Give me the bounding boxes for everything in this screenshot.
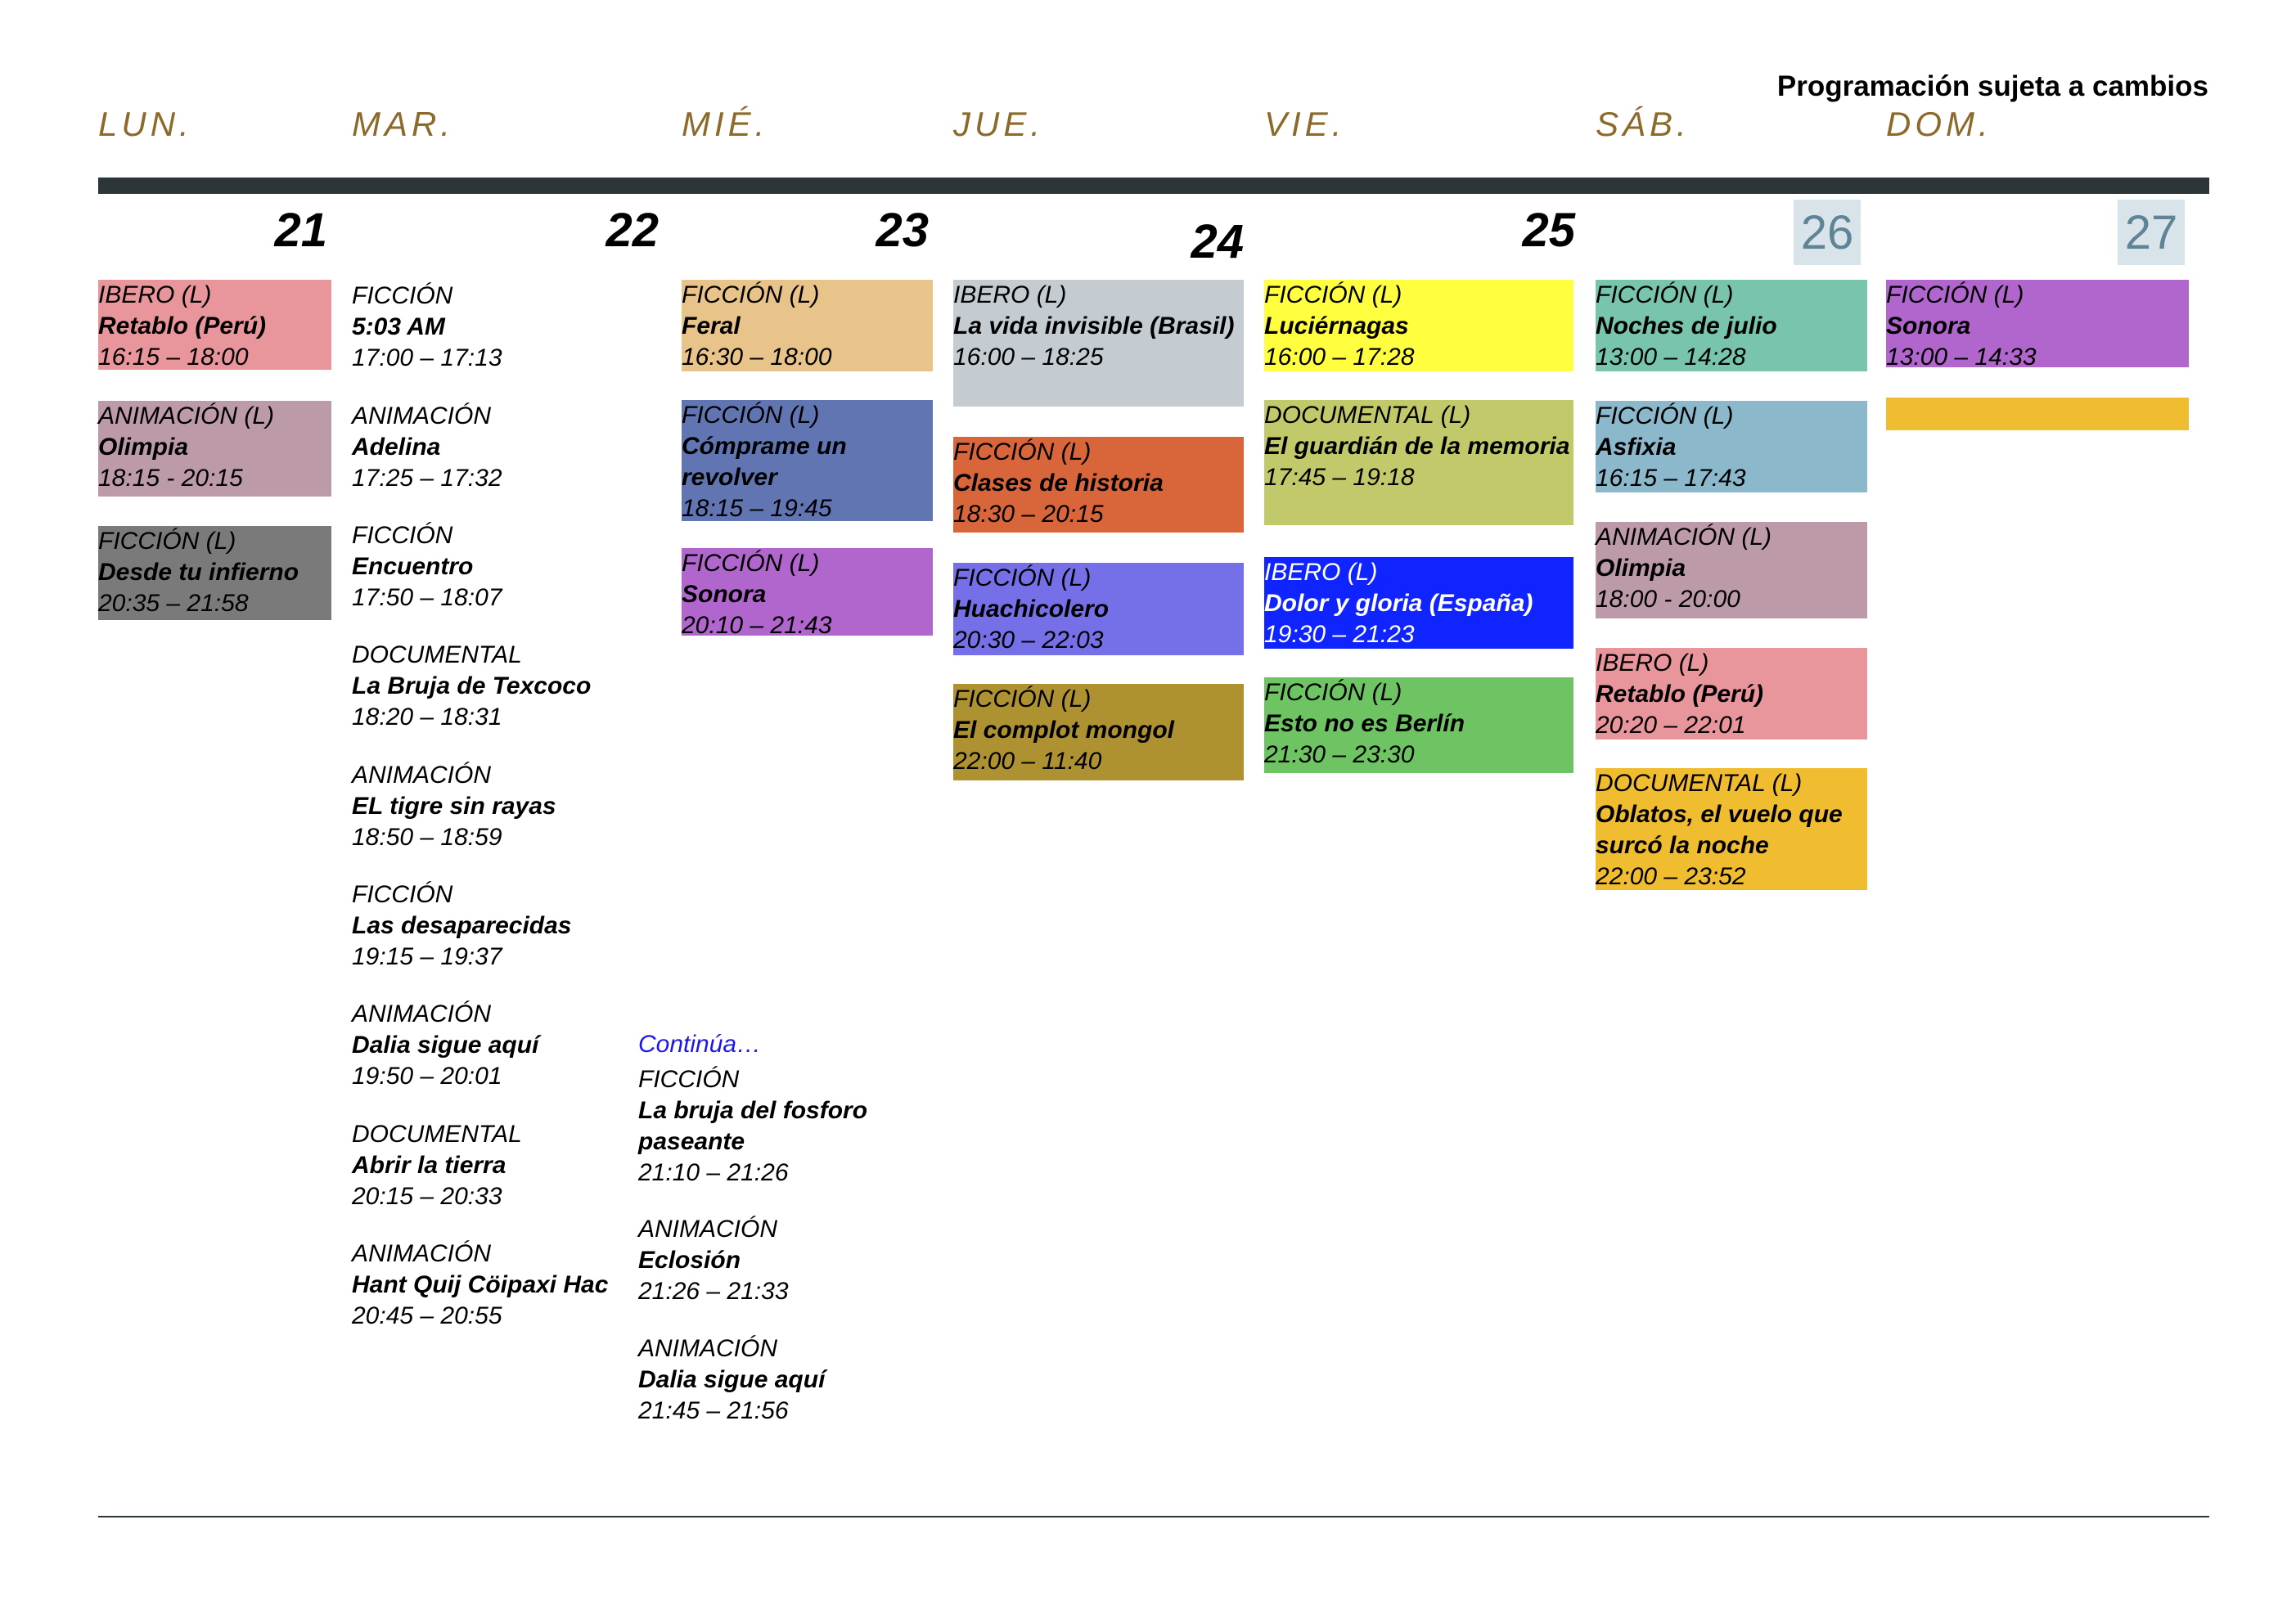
event-time: 16:00 – 18:25 (953, 344, 1104, 371)
event-category: FICCIÓN (L) (682, 281, 820, 308)
event-title: Huachicolero (953, 596, 1110, 623)
event-block[interactable] (352, 640, 630, 733)
event-block[interactable] (352, 401, 630, 494)
event-block[interactable] (352, 1119, 630, 1212)
event-time: 13:00 – 14:28 (1596, 344, 1746, 371)
event-title: El complot mongol (953, 717, 1174, 744)
event-time: 18:00 - 20:00 (1596, 586, 1740, 614)
event-title: Retablo (Perú) (98, 312, 267, 340)
event-title: Cómprame un revolver (682, 433, 847, 492)
event-time: 21:30 – 23:30 (1264, 741, 1415, 769)
event-category: ANIMACIÓN (638, 1216, 778, 1243)
event-category: ANIMACIÓN (L) (1596, 524, 1772, 551)
day-name-mie: MIÉ. (682, 105, 769, 143)
event-time: 17:50 – 18:07 (352, 584, 502, 612)
event-time: 22:00 – 23:52 (1596, 863, 1746, 891)
day-number-lun: 21 (274, 204, 327, 257)
event-title: Desde tu infierno (98, 559, 299, 587)
event-block[interactable] (1886, 280, 2189, 371)
event-category: FICCIÓN (L) (98, 528, 236, 555)
event-time: 18:20 – 18:31 (352, 704, 502, 731)
event-time: 20:15 – 20:33 (352, 1183, 502, 1211)
event-block[interactable] (953, 563, 1244, 655)
event-time: 20:35 – 21:58 (98, 590, 249, 618)
event-time: 21:45 – 21:56 (638, 1397, 789, 1425)
event-category: FICCIÓN (L) (953, 438, 1092, 465)
event-title: Encuentro (352, 553, 474, 581)
event-block[interactable] (352, 879, 630, 973)
event-title: EL tigre sin rayas (352, 793, 556, 820)
footer-divider-line (98, 1516, 2209, 1517)
event-time: 20:45 – 20:55 (352, 1302, 502, 1330)
event-block[interactable] (682, 548, 933, 640)
event-category: ANIMACIÓN (352, 402, 492, 429)
event-title: Clases de historia (953, 470, 1164, 497)
day-number-jue: 24 (1191, 215, 1244, 268)
event-block[interactable] (98, 280, 331, 370)
day-name-lun: LUN. (98, 105, 193, 143)
event-category: ANIMACIÓN (638, 1335, 778, 1362)
event-time: 18:15 - 20:15 (98, 465, 243, 492)
event-title: El guardián de la memoria (1264, 433, 1570, 461)
event-title: Luciérnagas (1264, 312, 1409, 340)
event-block[interactable] (1596, 768, 1867, 890)
event-time: 19:15 – 19:37 (352, 943, 502, 971)
event-block[interactable] (352, 520, 630, 614)
event-time: 18:30 – 20:15 (953, 501, 1104, 528)
event-time: 20:20 – 22:01 (1596, 712, 1746, 740)
event-block[interactable] (638, 1214, 900, 1307)
event-block[interactable] (98, 526, 331, 620)
event-title: Sonora (1886, 312, 1971, 340)
event-time: 16:30 – 18:00 (682, 344, 832, 371)
event-block[interactable] (1264, 557, 1573, 649)
event-block[interactable] (1596, 522, 1867, 618)
event-category: FICCIÓN (638, 1066, 740, 1093)
day-number-sab: 26 (1794, 200, 1861, 265)
event-title: La vida invisible (Brasil) (953, 312, 1235, 340)
event-category: FICCIÓN (L) (1264, 679, 1402, 706)
event-title: Olimpia (1596, 555, 1686, 582)
event-block[interactable] (682, 280, 933, 371)
event-title: Asfixia (1596, 434, 1677, 461)
event-title: Retablo (Perú) (1596, 681, 1764, 708)
event-time: 17:25 – 17:32 (352, 465, 502, 492)
day-number-vie: 25 (1522, 204, 1575, 257)
event-title: Olimpia (98, 434, 189, 461)
event-block[interactable] (953, 437, 1244, 533)
event-category: DOCUMENTAL (L) (1596, 770, 1803, 797)
day-name-dom: DOM. (1886, 105, 1992, 143)
event-category: IBERO (L) (953, 281, 1067, 308)
event-block[interactable] (1264, 280, 1573, 371)
event-category: FICCIÓN (352, 282, 453, 309)
event-category: FICCIÓN (352, 522, 453, 549)
event-block[interactable] (682, 400, 933, 521)
event-time: 20:10 – 21:43 (682, 612, 832, 640)
day-number-dom: 27 (2118, 200, 2185, 265)
event-time: 17:45 – 19:18 (1264, 464, 1415, 492)
event-block[interactable] (1264, 677, 1573, 773)
event-title: Adelina (352, 434, 441, 461)
event-time: 21:26 – 21:33 (638, 1278, 789, 1306)
event-category: IBERO (L) (1596, 650, 1709, 677)
event-category: ANIMACIÓN (L) (98, 402, 275, 429)
event-category: FICCIÓN (L) (953, 564, 1092, 591)
event-title: Sonora (682, 581, 767, 609)
header-divider-bar (98, 178, 2209, 194)
event-category: FICCIÓN (L) (1596, 281, 1734, 308)
event-title: 5:03 AM (352, 313, 445, 341)
event-time: 19:50 – 20:01 (352, 1063, 502, 1090)
event-category: IBERO (L) (98, 281, 212, 308)
event-block[interactable] (1596, 401, 1867, 492)
event-title: Abrir la tierra (352, 1152, 506, 1180)
event-category: DOCUMENTAL (352, 1121, 522, 1148)
event-block[interactable] (953, 280, 1244, 407)
event-title: Eclosión (638, 1247, 741, 1275)
event-category: DOCUMENTAL (L) (1264, 402, 1471, 429)
event-category: ANIMACIÓN (352, 1240, 492, 1267)
event-title: La bruja del fosforo paseante (638, 1097, 868, 1156)
event-time: 16:15 – 17:43 (1596, 465, 1746, 492)
day-name-vie: VIE. (1264, 105, 1346, 143)
event-time: 13:00 – 14:33 (1886, 344, 2037, 371)
event-title: La Bruja de Texcoco (352, 672, 592, 700)
event-category: FICCIÓN (L) (953, 686, 1092, 713)
event-block[interactable] (953, 684, 1244, 780)
event-block[interactable] (638, 1064, 900, 1189)
day-name-jue: JUE. (953, 105, 1045, 143)
day-name-mar: MAR. (352, 105, 454, 143)
schedule-notice: Programación sujeta a cambios (1776, 70, 2208, 102)
day-name-sab: SÁB. (1596, 105, 1690, 143)
event-time: 17:00 – 17:13 (352, 344, 502, 372)
continues-label: Continúa… (638, 1031, 762, 1058)
event-block[interactable] (352, 281, 630, 374)
event-title: Las desaparecidas (352, 912, 572, 940)
event-title: Dalia sigue aquí (638, 1366, 826, 1394)
event-category: FICCIÓN (L) (1886, 281, 2024, 308)
event-time: 16:00 – 17:28 (1264, 344, 1415, 371)
event-title: Noches de julio (1596, 312, 1777, 340)
event-title: Feral (682, 312, 741, 340)
event-block[interactable] (1596, 280, 1867, 371)
event-time: 16:15 – 18:00 (98, 344, 249, 371)
event-time: 22:00 – 11:40 (953, 748, 1102, 776)
event-title: Dalia sigue aquí (352, 1032, 539, 1059)
event-block[interactable] (1596, 648, 1867, 740)
event-category: ANIMACIÓN (352, 1000, 492, 1027)
event-title: Esto no es Berlín (1264, 710, 1465, 738)
event-block[interactable] (638, 1333, 900, 1427)
event-category: IBERO (L) (1264, 559, 1378, 586)
event-block[interactable] (98, 401, 331, 497)
event-category: FICCIÓN (L) (1264, 281, 1402, 308)
event-time: 18:15 – 19:45 (682, 495, 832, 523)
event-title: Dolor y gloria (España) (1264, 590, 1533, 618)
event-category: ANIMACIÓN (352, 762, 492, 789)
event-category: FICCIÓN (L) (682, 550, 820, 577)
event-time: 21:10 – 21:26 (638, 1159, 789, 1187)
event-block[interactable] (1264, 400, 1573, 525)
event-category: FICCIÓN (L) (682, 402, 820, 429)
event-title: Oblatos, el vuelo que surcó la noche (1596, 801, 1843, 860)
event-category: FICCIÓN (L) (1596, 402, 1734, 429)
event-time: 18:50 – 18:59 (352, 824, 502, 852)
event-time: 20:30 – 22:03 (953, 627, 1104, 654)
event-block[interactable] (352, 760, 630, 853)
event-category: FICCIÓN (352, 881, 453, 908)
event-block[interactable] (352, 1239, 630, 1332)
event-time: 19:30 – 21:23 (1264, 621, 1415, 649)
event-title: Hant Quij Cöipaxi Hac (352, 1271, 609, 1299)
day-number-mar: 22 (606, 204, 659, 257)
empty-event-block[interactable] (1886, 398, 2189, 430)
event-category: DOCUMENTAL (352, 641, 522, 668)
event-block[interactable] (352, 999, 630, 1092)
day-number-mie: 23 (876, 204, 929, 257)
